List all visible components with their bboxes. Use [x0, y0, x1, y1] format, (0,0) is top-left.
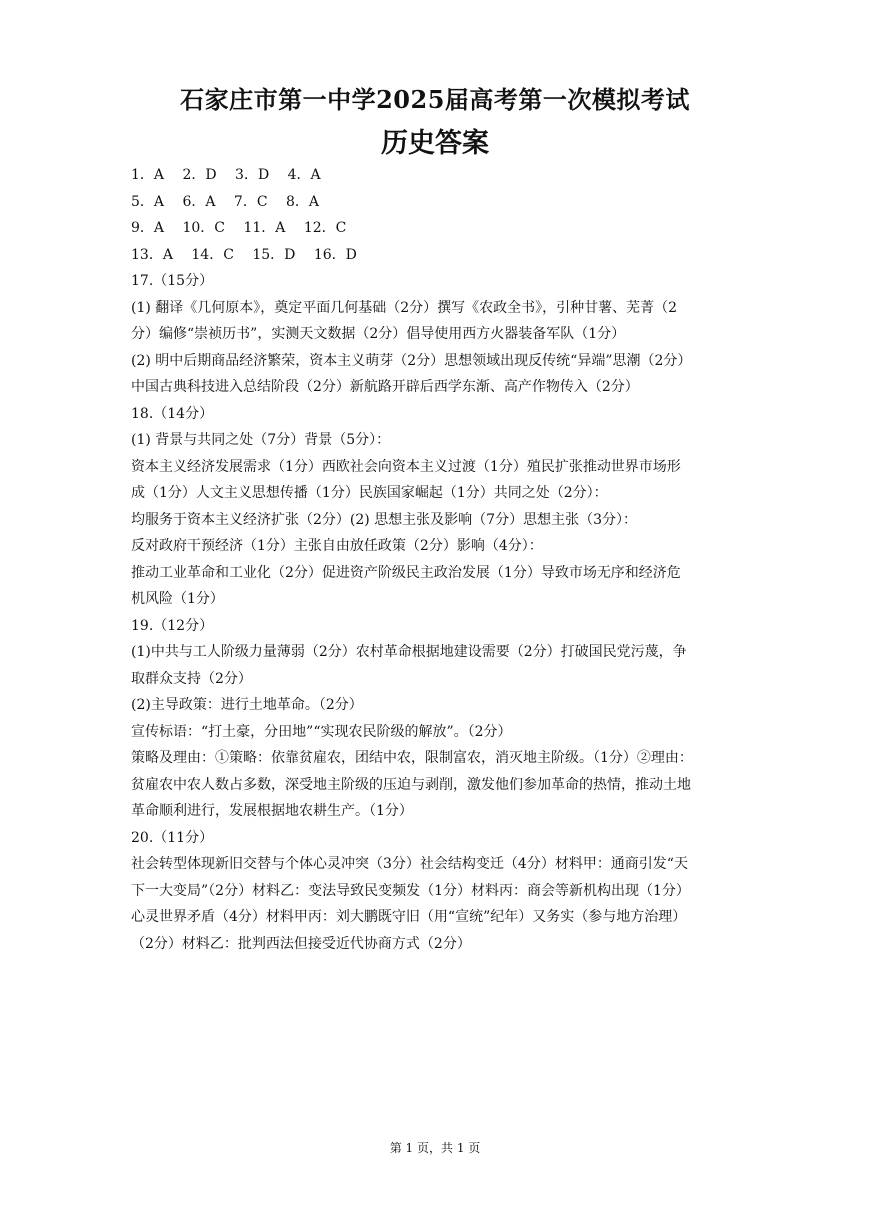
mcq-row: 13．A 14．C 15．D 16．D: [131, 246, 357, 263]
exam-subtitle: 历史答案: [381, 128, 489, 159]
answer-line: 成（1分）人文主义思想传播（1分）民族国家崛起（1分）共同之处（2分）：: [131, 485, 608, 501]
question-heading-20: 20.（11分）: [131, 829, 214, 846]
answer-line: 均服务于资本主义经济扩张（2分）(2) 思想主张及影响（7分）思想主张（3分）：: [131, 511, 638, 528]
answer-line: 推动工业革命和工业化（2分）促进资产阶级民主政治发展（1分）导致市场无序和经济危: [131, 564, 681, 581]
question-heading-18: 18.（14分）: [131, 405, 214, 422]
answer-line: 下一大变局”（2分）材料乙：变法导致民变频发（1分）材料丙：商会等新机构出现（1分）: [131, 882, 690, 899]
answer-line: 宣传标语：“打土豪，分田地”“实现农民阶级的解放”。（2分）: [131, 723, 512, 740]
question-heading-19: 19.（12分）: [131, 617, 214, 634]
answer-line: (2) 明中后期商品经济繁荣，资本主义萌芽（2分）思想领域出现反传统“异端”思潮（2分）: [131, 352, 692, 369]
mcq-row: 5．A 6．A 7．C 8．A: [131, 193, 320, 210]
answer-line: 反对政府干预经济（1分）主张自由放任政策（2分）影响（4分）：: [131, 538, 543, 554]
mcq-row: 1．A 2．D 3．D 4．A: [131, 167, 321, 183]
answer-line: (1)中共与工人阶级力量薄弱（2分）农村革命根据地建设需要（2分）打破国民党污蔑，争: [131, 644, 687, 660]
answer-line: 取群众支持（2分）: [131, 670, 252, 687]
answer-line: 贫雇农中农人数占多数，深受地主阶级的压迫与剥削，激发他们参加革命的热情，推动土地: [131, 776, 691, 793]
answer-line: （2分）材料乙：批判西法但接受近代协商方式（2分）: [131, 935, 471, 952]
answer-line: 机风险（1分）: [131, 591, 224, 607]
answer-content: [131, 162, 743, 957]
answer-line: 心灵世界矛盾（4分）材料甲丙：刘大鹏既守旧（用“宣统”纪年）又务实（参与地方治理）: [131, 909, 687, 925]
answer-line: 策略及理由：①策略：依靠贫雇农，团结中农，限制富农，消灭地主阶级。（1分）②理由：: [131, 750, 693, 766]
question-heading-17: 17.（15分）: [131, 273, 214, 289]
answer-line: 中国古典科技进入总结阶段（2分）新航路开辟后西学东渐、高产作物传入（2分）: [131, 379, 639, 395]
exam-title: 石家庄市第一中学2025届高考第一次模拟考试: [180, 85, 690, 114]
answer-line: 革命顺利进行，发展根据地农耕生产。（1分）: [131, 803, 413, 819]
page-footer: 第 1 页，共 1 页: [389, 1141, 481, 1155]
answer-line: 资本主义经济发展需求（1分）西欧社会向资本主义过渡（1分）殖民扩张推动世界市场形: [131, 458, 681, 475]
answer-line: 分）编修“崇祯历书”，实测天文数据（2分）倡导使用西方火器装备军队（1分）: [131, 326, 626, 342]
answer-line: 社会转型体现新旧交替与个体心灵冲突（3分）社会结构变迁（4分）材料甲：通商引发“天: [131, 856, 688, 872]
mcq-row: 9．A 10．C 11．A 12．C: [131, 220, 347, 236]
answer-line: (1) 翻译《几何原本》，奠定平面几何基础（2分）撰写《农政全书》，引种甘薯、芜菁（2: [131, 299, 678, 316]
answer-line: (2)主导政策：进行土地革命。（2分）: [131, 697, 363, 713]
answer-line: (1) 背景与共同之处（7分）背景（5分）：: [131, 432, 391, 448]
